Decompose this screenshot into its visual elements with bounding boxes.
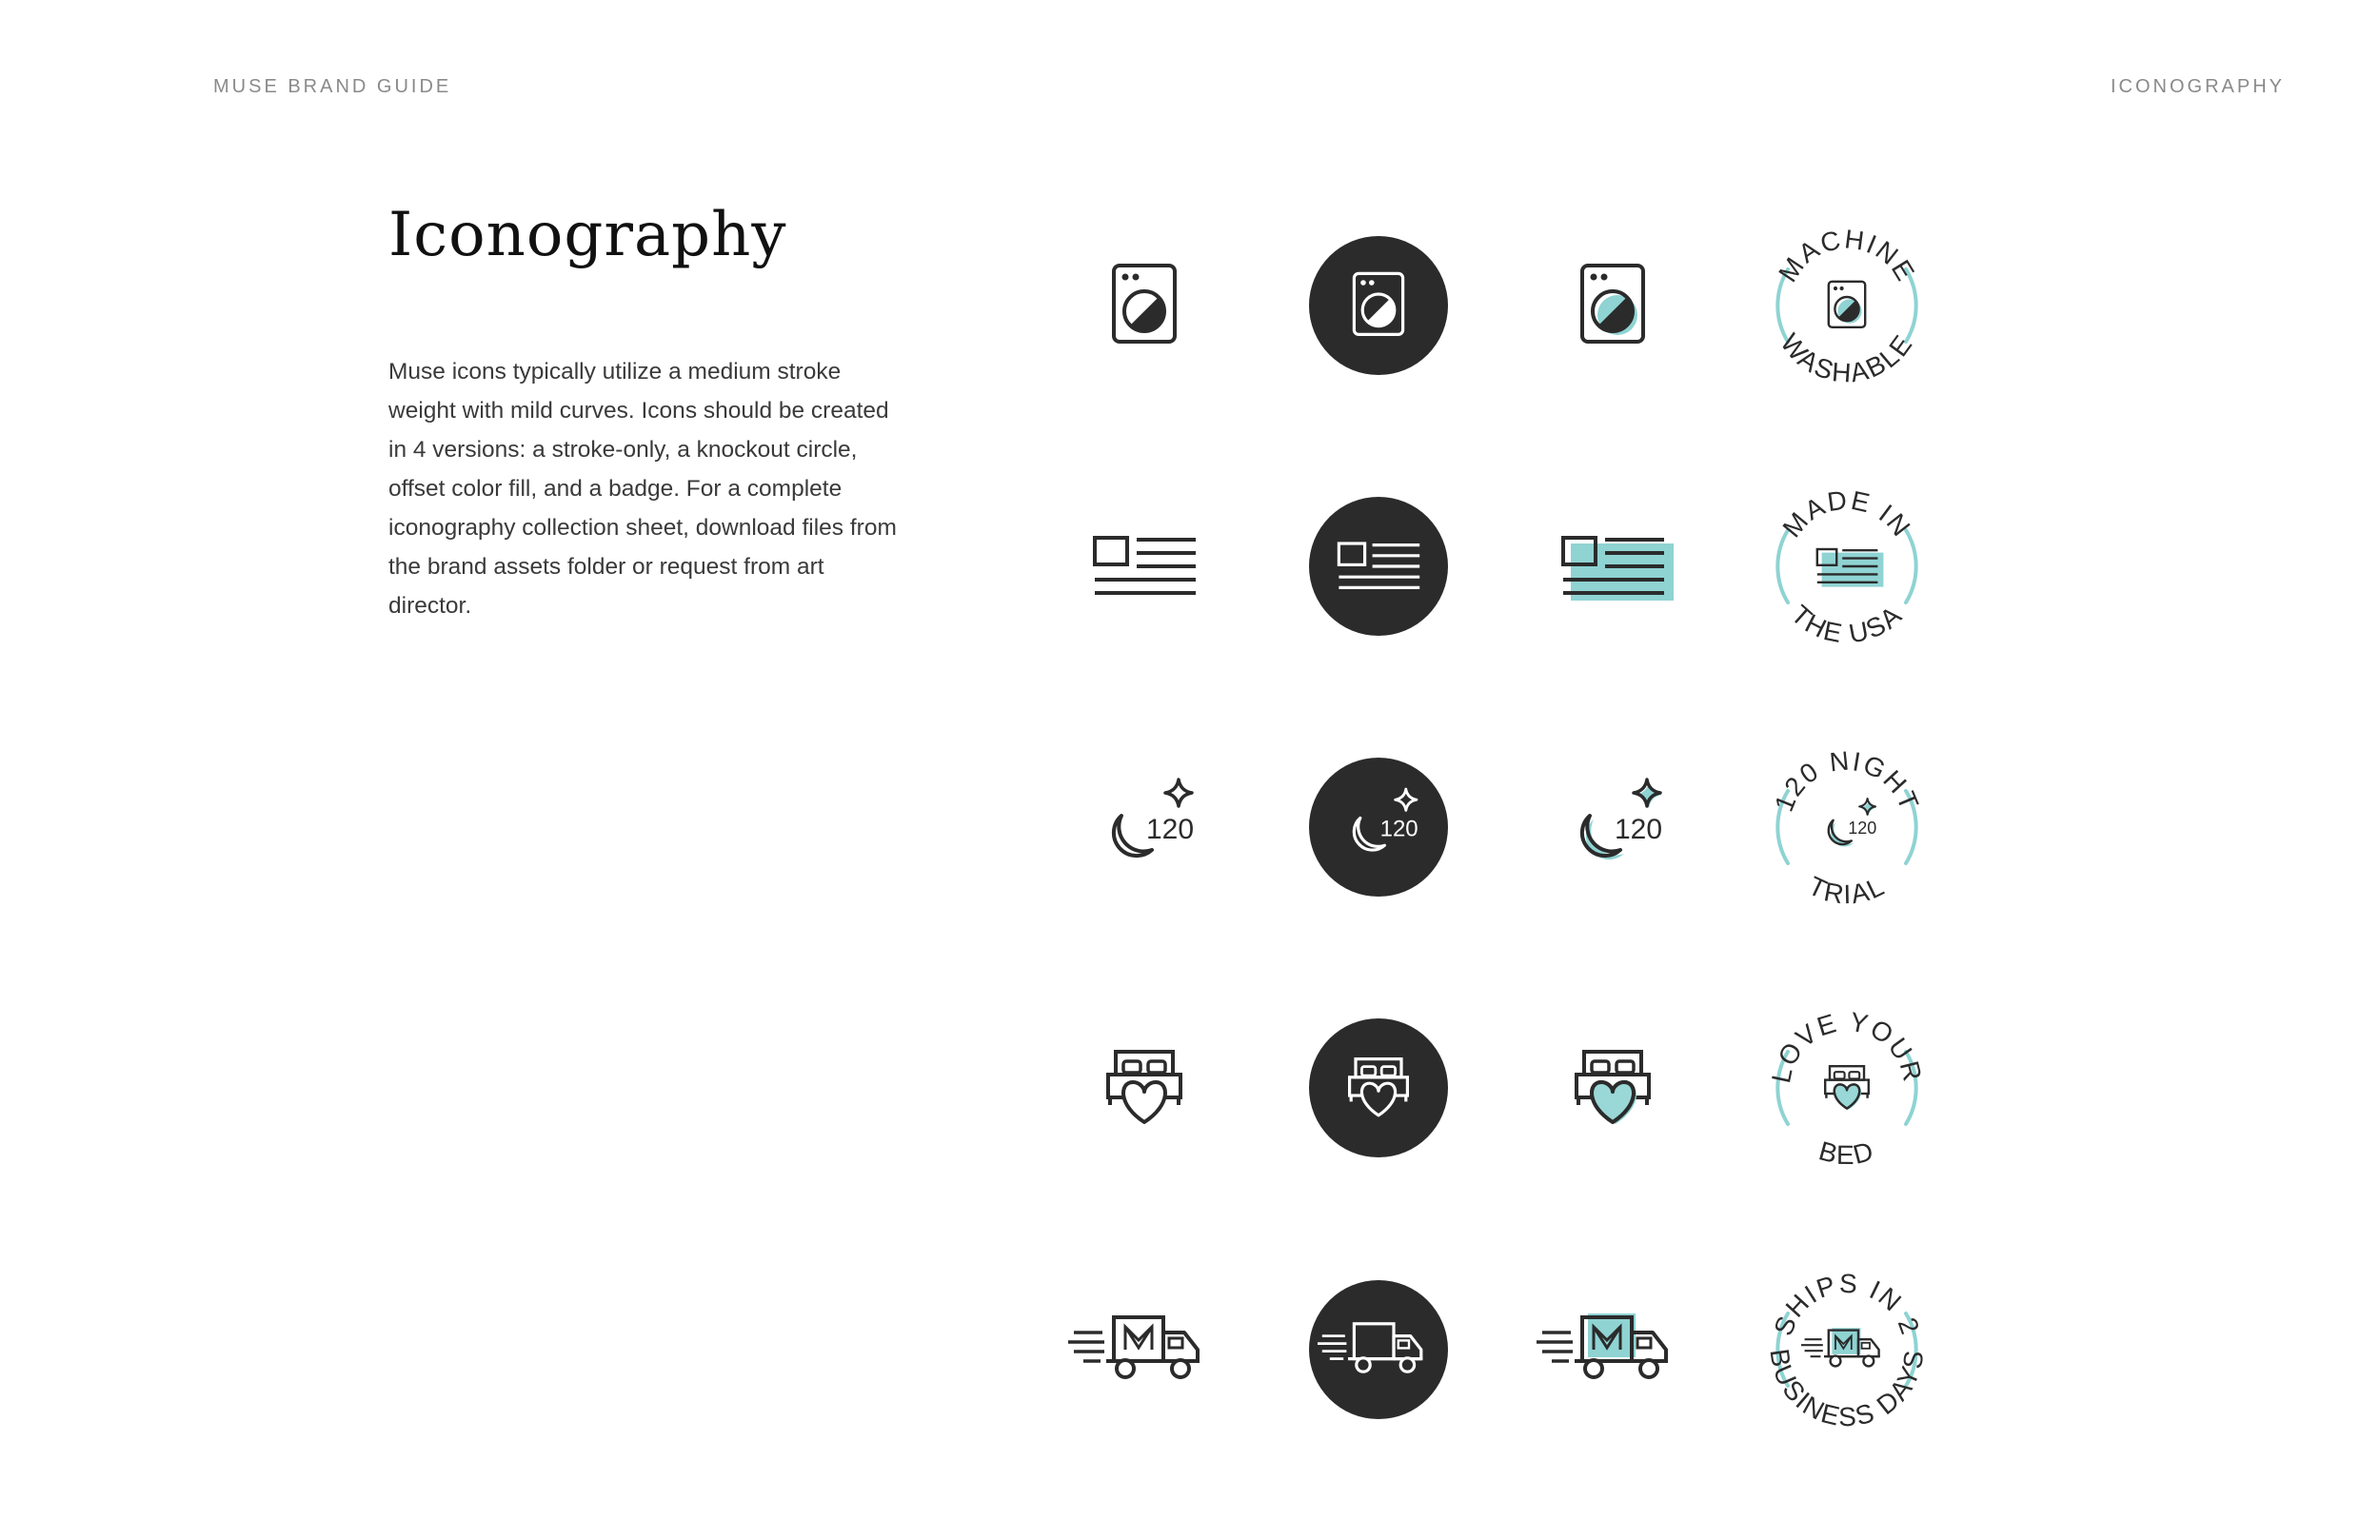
bed-heart-stroke-icon (1108, 1052, 1180, 1122)
moon-stars-offset-fill-icon (1582, 780, 1662, 859)
delivery-truck-knockout-icon (1309, 1280, 1448, 1419)
badge-bottom-text: BED (1815, 1135, 1878, 1171)
usa-flag-badge-icon (1771, 484, 1923, 648)
section-label: ICONOGRAPHY (2110, 76, 2285, 97)
delivery-truck-badge-icon (1764, 1269, 1929, 1432)
usa-flag-stroke-icon (1095, 538, 1196, 593)
badge-bottom-text: THE USA (1785, 599, 1909, 649)
page-title: Iconography (388, 200, 787, 270)
trial-nights-label: 120 (1146, 814, 1195, 845)
moon-stars-badge-icon (1769, 745, 1925, 909)
badge-top-text: MACHINE (1773, 224, 1921, 287)
bed-heart-badge-icon (1766, 1007, 1928, 1170)
page-description: Muse icons typically utilize a medium stroke weight with mild curves. Icons should be created in 4 versions: a stroke-only, a knockout circle, offset color fill, and a badge. For a complete iconography collection sheet, download files from the brand assets folder or request from art director. (388, 359, 897, 619)
brand-guide-label: MUSE BRAND GUIDE (213, 76, 452, 97)
trial-nights-label: 120 (1379, 816, 1418, 842)
usa-flag-offset-fill-icon (1563, 538, 1674, 601)
moon-stars-knockout-icon (1309, 758, 1448, 897)
washing-machine-stroke-icon (1114, 266, 1175, 342)
badge-top-text: 120 NIGHT (1768, 745, 1926, 816)
knockout-circle (1309, 236, 1448, 375)
badge-bottom-text: TRIAL (1803, 870, 1891, 910)
badge-top-text: MADE IN (1776, 484, 1917, 543)
delivery-truck-offset-fill-icon (1537, 1313, 1668, 1377)
washing-machine-badge-icon (1771, 224, 1923, 387)
badge-bottom-text: WASHABLE (1775, 327, 1919, 388)
knockout-circle (1309, 1280, 1448, 1419)
knockout-circle (1309, 758, 1448, 897)
washing-machine-offset-fill-icon (1582, 266, 1643, 342)
badge-top-text: LOVE YOUR (1766, 1006, 1929, 1086)
delivery-truck-stroke-icon (1068, 1317, 1200, 1377)
badge-bottom-text: BUSINESS DAYS (1764, 1347, 1930, 1432)
bed-heart-knockout-icon (1309, 1018, 1448, 1157)
washing-machine-knockout-icon (1309, 236, 1448, 375)
moon-stars-stroke-icon (1114, 780, 1194, 856)
trial-nights-label: 120 (1848, 819, 1877, 839)
badge-top-text: SHIPS IN 2 (1768, 1268, 1926, 1340)
trial-nights-label: 120 (1615, 814, 1663, 845)
usa-flag-knockout-icon (1309, 497, 1448, 636)
bed-heart-offset-fill-icon (1577, 1052, 1649, 1124)
